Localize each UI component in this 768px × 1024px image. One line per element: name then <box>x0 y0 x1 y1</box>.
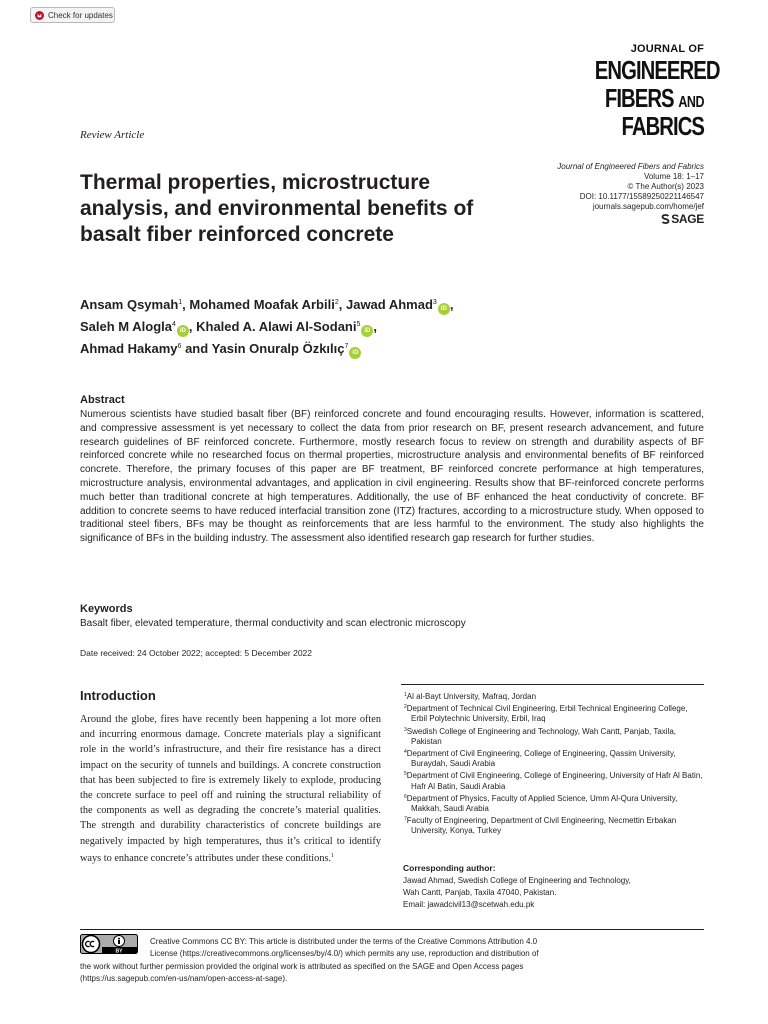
introduction-heading: Introduction <box>80 688 156 703</box>
license-divider <box>80 929 704 930</box>
logo-line-3-main: FIBERS <box>604 83 674 113</box>
corresponding-author <box>403 875 703 911</box>
license-text <box>80 936 640 986</box>
author-separator: , <box>449 297 454 312</box>
author <box>346 297 453 312</box>
affiliation-list <box>403 690 705 837</box>
author-name: Ahmad Hakamy <box>80 341 178 356</box>
author <box>212 341 362 356</box>
license-line-2 <box>80 948 640 960</box>
article-meta <box>504 162 704 225</box>
author-name: Jawad Ahmad <box>345 297 433 312</box>
orcid-icon[interactable]: iD <box>349 347 361 359</box>
affiliation-item <box>403 792 705 814</box>
author-separator: and <box>181 341 212 356</box>
check-for-updates-label: Check for updates <box>48 10 113 20</box>
corresponding-line-1: Jawad Ahmad, Swedish College of Engineering and Technology, <box>403 876 631 885</box>
journal-name: Journal of Engineered Fibers and Fabrics <box>557 162 704 171</box>
check-for-updates-button[interactable] <box>30 7 115 23</box>
logo-line-3 <box>595 85 704 111</box>
cc-by-label: BY <box>115 948 123 954</box>
affiliation-item <box>403 702 705 724</box>
license-line-1-text: Creative Commons CC BY: This article is distributed under the terms of the Creative Commons Attribution 4.0 <box>150 937 538 946</box>
orcid-icon[interactable]: iD <box>361 325 373 337</box>
author <box>80 341 212 356</box>
publisher-logo <box>504 214 704 225</box>
affiliation-text: Department of Physics, Faculty of Applied Science, Umm Al-Qura University, Makkah, Saudi Arabia <box>406 793 678 814</box>
abstract-text: Numerous scientists have studied basalt fiber (BF) reinforced concrete and found encouraging results. However, information is scattered, and compressive assessment is yet necessary to collect the data from prior research on BF, present research advancement, and future research guidelines of BF reinforced concrete. Furthermore, mostly research focus to review on strength and durability aspects of BF reinforced concrete while no researched focus on thermal properties, microstructure analysis and environmental benefits of BF reinforced concrete. Therefore, the primary focuses of this paper are BF treatment, BF reinforced concrete performance at high temperatures, microstructure analysis, environmental advantages, and application in civil engineering. Results show that BF-reinforced concrete performs much better than traditional concrete at high temperatures. Additionally, the use of BF enhanced the heat conductivity of concrete. BF addition to concrete seems to have reduced interfacial transition zone (ITZ) fractures, according to a microstructure study. When opposed to traditional steel fibers, BFs may be thought as reinforcements that are less harmful to the environment. The study also highlights the significance of BFs in the building industry. The assessment also identified research gap research for further studies. <box>80 409 704 545</box>
affiliation-number: 3 <box>404 726 407 733</box>
affiliation-text: Department of Civil Engineering, College of Engineering, Qassim University, Buraydah, Saudi Arabia <box>406 749 676 769</box>
affiliation-text: Faculty of Engineering, Department of Civil Engineering, Necmettin Erbakan University, Konya, Turkey <box>406 816 677 836</box>
author-name: Yasin Onuralp Özkılıç <box>211 341 345 356</box>
journal-url[interactable]: journals.sagepub.com/home/jef <box>592 202 704 211</box>
orcid-icon[interactable]: iD <box>177 325 189 337</box>
affiliation-text: Department of Technical Civil Engineering, Erbil Technical Engineering College, Erbil Polytechnic University, Erbil, Iraq <box>406 704 688 724</box>
author-separator: , <box>182 297 190 312</box>
logo-line-1: JOURNAL OF <box>630 43 704 55</box>
journal-logo <box>564 43 720 141</box>
license-line-3: the work without further permission provided the original work is attributed as specified on the SAGE and Open Access pages <box>80 961 524 971</box>
author-separator: , <box>373 319 378 334</box>
license-line-4[interactable]: (https://us.sagepub.com/en-us/nam/open-access-at-sage). <box>80 974 288 984</box>
affiliation-number: 6 <box>404 793 407 800</box>
license-line-1 <box>80 936 640 948</box>
author <box>80 319 196 334</box>
introduction-body: Around the globe, fires have recently been happening a lot more often and incurring enormous damage. Concrete materials play a significant role in the world’s infrastructure, and their fire resistance has a direct impact on the security of tunnels and buildings. A concrete construction that has been subjected to fire is extremely likely to explode, producing the concrete surface to peel off and ruining the structural reliability of the components as well as degrading the concrete’s material qualities. The strength and durability characteristics of concrete buildings are negatively impacted by high temperatures, thus it’s critical to identify ways to enhance concrete’s attributes under these conditions. <box>80 714 381 864</box>
affiliation-item <box>403 747 705 769</box>
affiliation-number: 7 <box>404 816 407 823</box>
author-affiliation-marker: 6 <box>177 343 182 350</box>
logo-line-4: FABRICS <box>621 111 704 141</box>
corresponding-heading: Corresponding author: <box>403 863 496 873</box>
article-title: Thermal properties, microstructure analysis, and environmental benefits of basalt fiber reinforced concrete <box>80 171 474 246</box>
affiliation-item <box>403 814 705 836</box>
author-name: Ansam Qsymah <box>80 297 179 312</box>
author-affiliation-marker: 3 <box>432 299 437 306</box>
license-line-2-text: License (https://creativecommons.org/licenses/by/4.0/) which permits any use, reproduction and distribution of <box>150 949 539 959</box>
reference-marker[interactable]: 1 <box>331 852 335 859</box>
author-name: Saleh M Alogla <box>80 319 172 334</box>
affiliation-number: 5 <box>404 771 407 778</box>
sage-icon <box>661 214 670 225</box>
affiliation-number: 2 <box>404 704 407 711</box>
author <box>196 319 377 334</box>
affiliation-number: 4 <box>404 749 407 756</box>
keywords-text: Basalt fiber, elevated temperature, thermal conductivity and scan electronic microscopy <box>80 618 466 629</box>
affiliation-item <box>403 769 705 791</box>
publisher-name: SAGE <box>671 212 704 226</box>
author-list <box>80 293 550 359</box>
corresponding-line-2: Wah Cantt, Panjab, Taxila 47040, Pakistan. <box>403 888 557 897</box>
author-affiliation-marker: 7 <box>344 343 349 350</box>
volume: Volume 18: 1–17 <box>643 172 704 181</box>
author-affiliation-marker: 4 <box>171 321 176 328</box>
affiliation-divider <box>401 684 704 685</box>
affiliation-text: Department of Civil Engineering, College of Engineering, University of Hafr Al Batin, Hafr Al Batin, Saudi Arabia <box>406 771 703 791</box>
author-name: Khaled A. Alawi Al-Sodani <box>196 319 357 334</box>
author-name: Mohamed Moafak Arbili <box>189 297 335 312</box>
article-dates: Date received: 24 October 2022; accepted: 5 December 2022 <box>80 648 313 658</box>
article-type: Review Article <box>80 129 145 141</box>
author-affiliation-marker: 2 <box>334 299 339 306</box>
logo-line-3-and: AND <box>678 94 704 111</box>
author-affiliation-marker: 5 <box>356 321 361 328</box>
check-updates-icon <box>35 11 44 20</box>
author <box>80 297 189 312</box>
orcid-icon[interactable]: iD <box>438 303 450 315</box>
affiliation-number: 1 <box>404 692 407 698</box>
introduction-text <box>80 712 381 866</box>
logo-line-2: ENGINEERED <box>594 55 720 85</box>
author-separator: , <box>338 297 346 312</box>
author-affiliation-marker: 1 <box>178 299 183 306</box>
abstract-heading: Abstract <box>80 394 125 406</box>
author-separator: , <box>188 319 197 334</box>
affiliation-item <box>403 725 705 747</box>
corresponding-email[interactable]: Email: jawadcivil13@scetwah.edu.pk <box>403 900 535 909</box>
affiliation-text: Swedish College of Engineering and Technology, Wah Cantt, Panjab, Taxila, Pakistan <box>406 726 676 746</box>
author <box>189 297 346 312</box>
doi[interactable]: DOI: 10.1177/15589250221146547 <box>579 192 704 201</box>
copyright: © The Author(s) 2023 <box>627 182 704 191</box>
affiliation-item <box>403 690 705 702</box>
affiliation-text: Al al-Bayt University, Mafraq, Jordan <box>406 692 537 701</box>
keywords-heading: Keywords <box>80 603 133 615</box>
